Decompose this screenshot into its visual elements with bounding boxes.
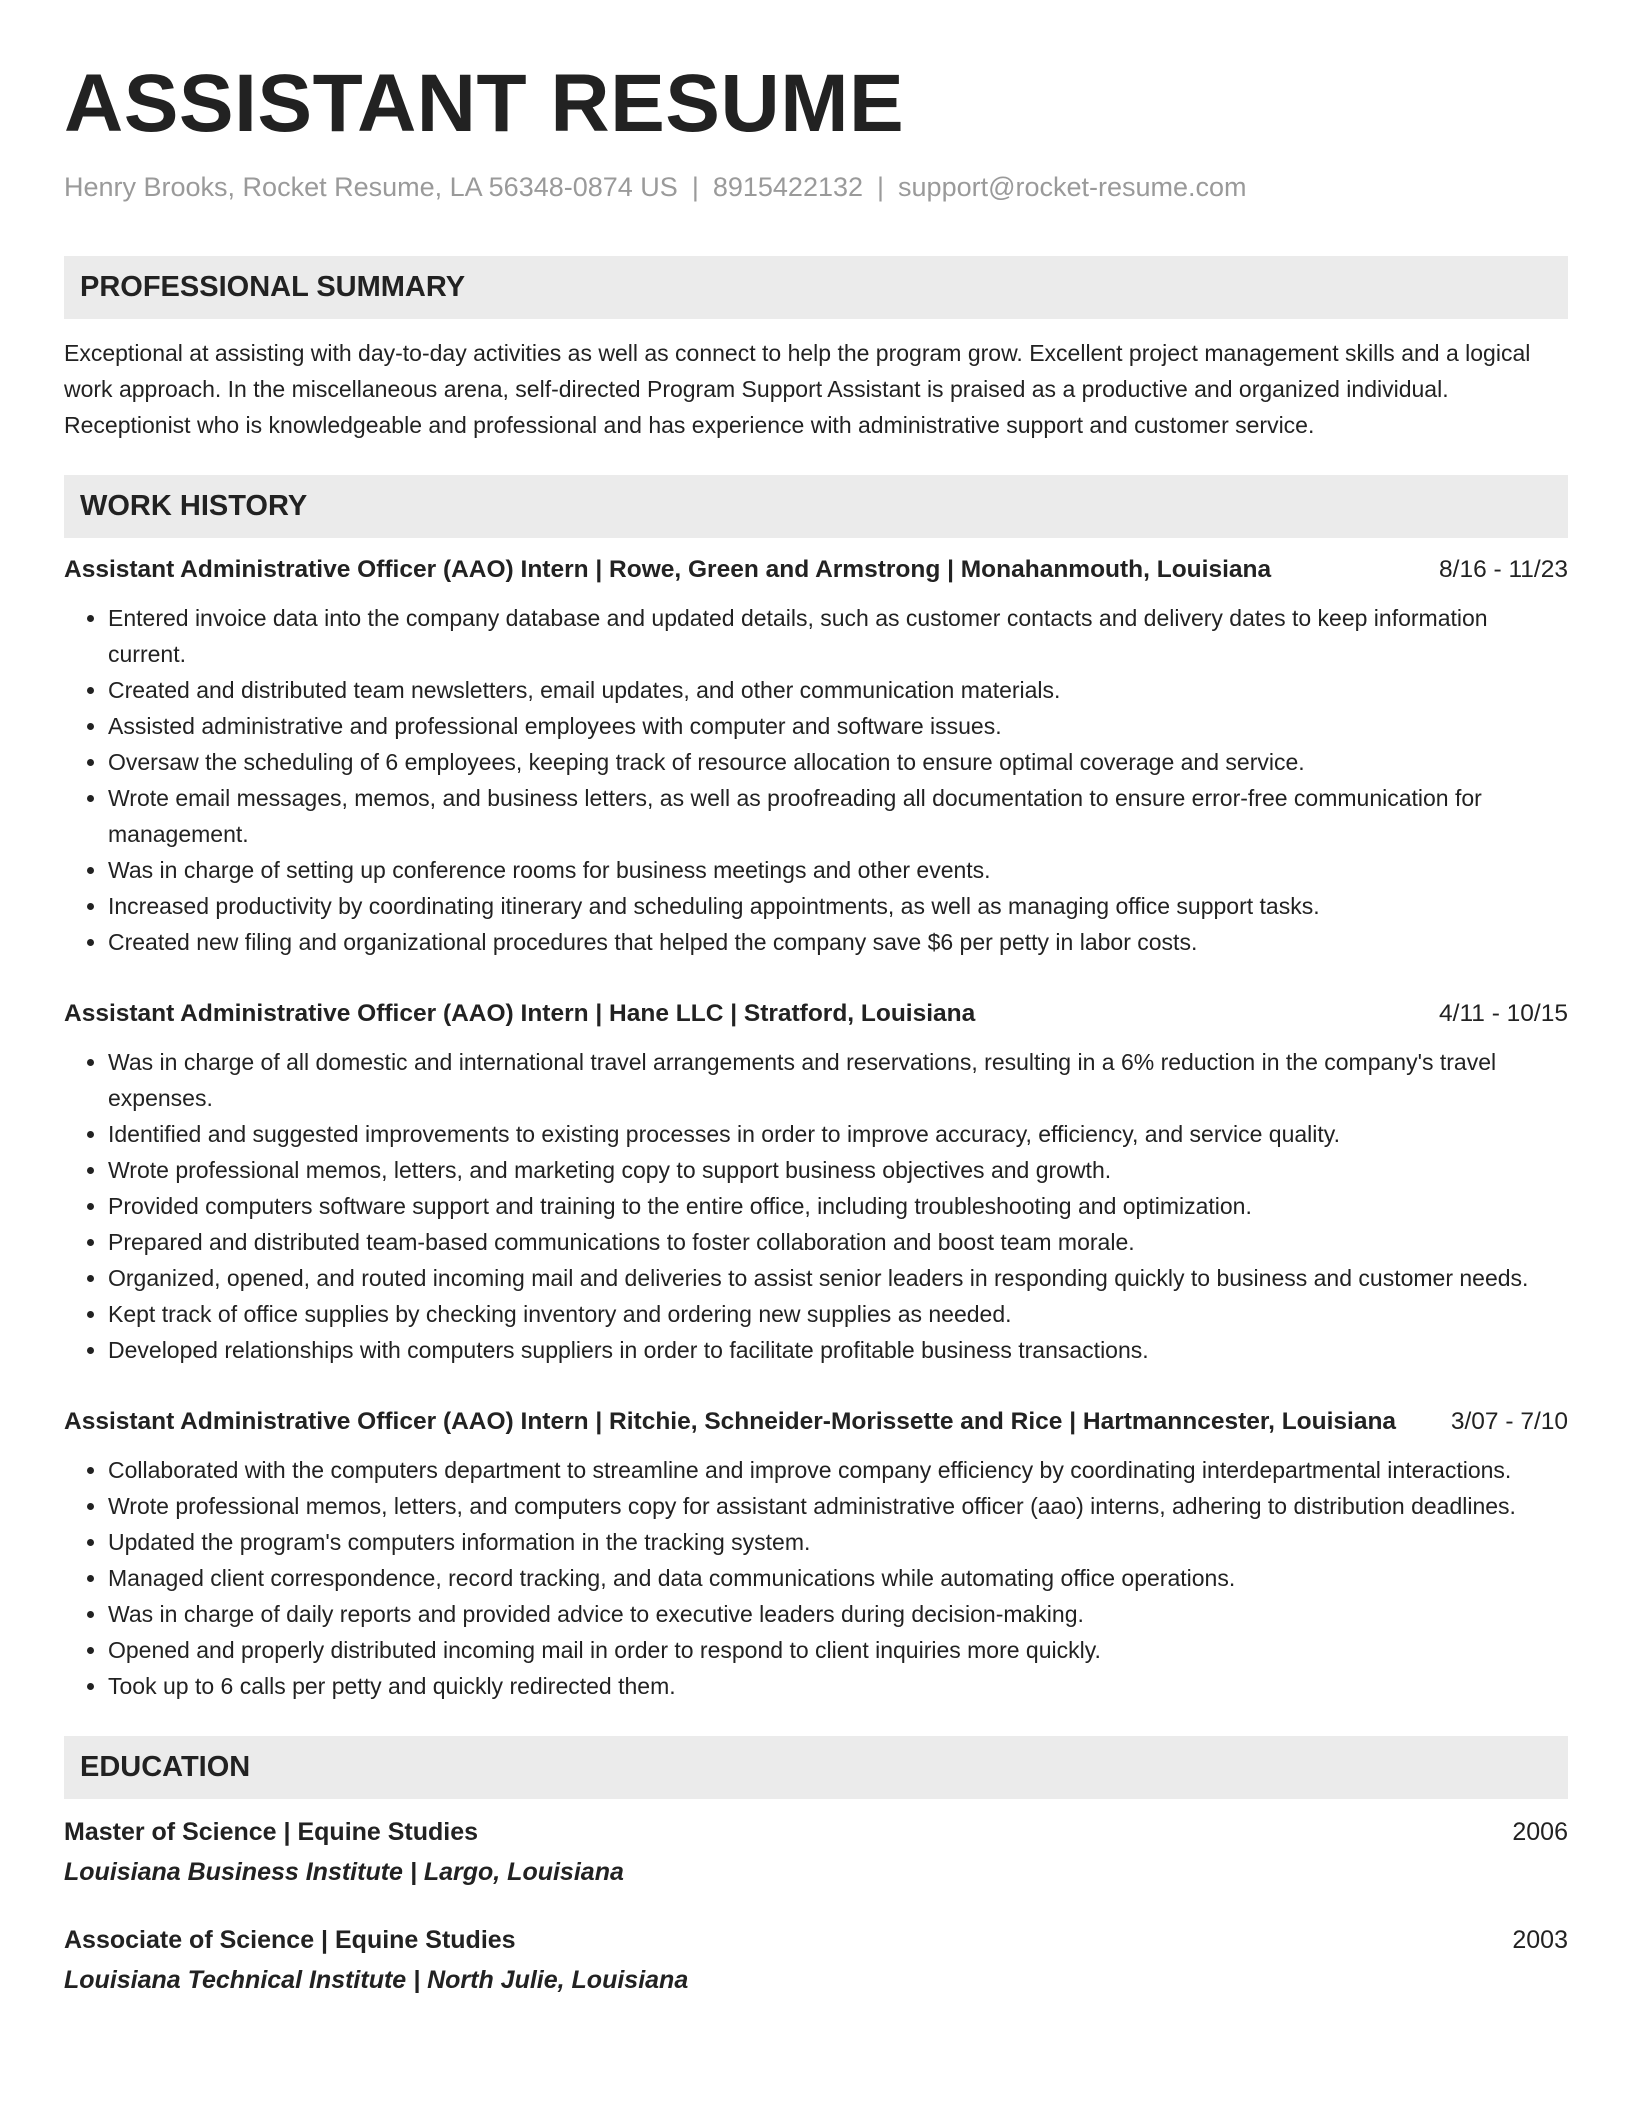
education-school: Louisiana Technical Institute | North Julie, Louisiana bbox=[64, 1966, 689, 1994]
education-header bbox=[64, 1923, 1568, 1957]
job-title: Assistant Administrative Officer (AAO) Intern | Ritchie, Schneider-Morissette and Rice | Hartmanncester, Louisiana bbox=[64, 1408, 1397, 1435]
job-bullet: • Opened and properly distributed incoming mail in order to respond to client inquiries more quickly. bbox=[108, 1632, 1568, 1668]
resume-title: ASSISTANT RESUME bbox=[64, 58, 905, 149]
job-bullet: • Wrote professional memos, letters, and computers copy for assistant administrative officer (aao) interns, adhering to distribution deadlines. bbox=[108, 1488, 1568, 1524]
contact-separator: | bbox=[877, 172, 885, 202]
job-bullet: • Identified and suggested improvements to existing processes in order to improve accuracy, efficiency, and service quality. bbox=[108, 1116, 1568, 1152]
education-year: 2006 bbox=[1512, 1818, 1568, 1846]
job-dates: 8/16 - 11/23 bbox=[1439, 556, 1568, 583]
job-bullets bbox=[64, 1452, 1568, 1704]
job-bullet: • Assisted administrative and professional employees with computer and software issues. bbox=[108, 708, 1568, 744]
job-title: Assistant Administrative Officer (AAO) Intern | Hane LLC | Stratford, Louisiana bbox=[64, 1000, 976, 1027]
job-bullet: • Wrote email messages, memos, and business letters, as well as proofreading all documentation to ensure error-free communication for management. bbox=[108, 780, 1568, 852]
job-bullet: • Developed relationships with computers suppliers in order to facilitate profitable business transactions. bbox=[108, 1332, 1568, 1368]
job-bullet: • Wrote professional memos, letters, and marketing copy to support business objectives and growth. bbox=[108, 1152, 1568, 1188]
education-school: Louisiana Business Institute | Largo, Louisiana bbox=[64, 1858, 624, 1886]
summary-text: Exceptional at assisting with day-to-day activities as well as connect to help the program grow. Excellent project management skills and a logical work approach. In the miscellaneous arena, self-directed Program Support Assistant is praised as a productive and organized individual. Receptionist who is knowledgeable and professional and has experience with administrative support and customer service. bbox=[64, 340, 1531, 438]
job-entry bbox=[64, 1406, 1568, 1704]
contact-separator: | bbox=[691, 172, 699, 202]
job-bullet: • Updated the program's computers information in the tracking system. bbox=[108, 1524, 1568, 1560]
job-entry bbox=[64, 998, 1568, 1368]
contact-line bbox=[64, 170, 1568, 204]
job-bullets bbox=[64, 1044, 1568, 1368]
job-bullet: • Was in charge of all domestic and international travel arrangements and reservations, resulting in a 6% reduction in the company's travel expenses. bbox=[108, 1044, 1568, 1116]
job-bullet: • Created and distributed team newsletters, email updates, and other communication materials. bbox=[108, 672, 1568, 708]
job-bullet: • Created new filing and organizational procedures that helped the company save $6 per petty in labor costs. bbox=[108, 924, 1568, 960]
education-entry bbox=[64, 1815, 1568, 1889]
contact-email[interactable]: support@rocket-resume.com bbox=[898, 172, 1247, 202]
job-bullet: • Was in charge of daily reports and provided advice to executive leaders during decision-making. bbox=[108, 1596, 1568, 1632]
education-header bbox=[64, 1815, 1568, 1849]
job-header bbox=[64, 554, 1568, 586]
job-bullet: • Provided computers software support and training to the entire office, including troubleshooting and optimization. bbox=[108, 1188, 1568, 1224]
work-history-section bbox=[64, 475, 1568, 1704]
job-header bbox=[64, 1406, 1568, 1438]
job-bullet: • Entered invoice data into the company database and updated details, such as customer contacts and delivery dates to keep information current. bbox=[108, 600, 1568, 672]
education-degree: Master of Science | Equine Studies bbox=[64, 1818, 479, 1846]
education-section bbox=[64, 1736, 1568, 1997]
section-heading-summary: PROFESSIONAL SUMMARY bbox=[64, 256, 1568, 319]
job-bullet: • Oversaw the scheduling of 6 employees, keeping track of resource allocation to ensure optimal coverage and service. bbox=[108, 744, 1568, 780]
education-degree: Associate of Science | Equine Studies bbox=[64, 1926, 516, 1954]
job-dates: 3/07 - 7/10 bbox=[1450, 1408, 1568, 1435]
job-dates: 4/11 - 10/15 bbox=[1439, 1000, 1568, 1027]
job-bullets bbox=[64, 600, 1568, 960]
job-bullet: • Took up to 6 calls per petty and quickly redirected them. bbox=[108, 1668, 1568, 1704]
education-entry bbox=[64, 1923, 1568, 1997]
job-bullet: • Kept track of office supplies by checking inventory and ordering new supplies as needed. bbox=[108, 1296, 1568, 1332]
job-bullet: • Increased productivity by coordinating itinerary and scheduling appointments, as well as managing office support tasks. bbox=[108, 888, 1568, 924]
job-bullet: • Was in charge of setting up conference rooms for business meetings and other events. bbox=[108, 852, 1568, 888]
resume-page bbox=[64, 58, 1568, 1997]
job-bullet: • Prepared and distributed team-based communications to foster collaboration and boost team morale. bbox=[108, 1224, 1568, 1260]
job-bullet: • Collaborated with the computers department to streamline and improve company efficiency by coordinating interdepartmental interactions. bbox=[108, 1452, 1568, 1488]
job-header bbox=[64, 998, 1568, 1030]
job-title: Assistant Administrative Officer (AAO) Intern | Rowe, Green and Armstrong | Monahanmouth, Louisiana bbox=[64, 556, 1272, 583]
contact-phone: 8915422132 bbox=[712, 172, 864, 202]
contact-address: Henry Brooks, Rocket Resume, LA 56348-0874 US bbox=[64, 172, 678, 202]
job-bullet: • Managed client correspondence, record tracking, and data communications while automating office operations. bbox=[108, 1560, 1568, 1596]
job-bullet: • Organized, opened, and routed incoming mail and deliveries to assist senior leaders in responding quickly to business and customer needs. bbox=[108, 1260, 1568, 1296]
education-year: 2003 bbox=[1512, 1926, 1568, 1954]
section-heading-work: WORK HISTORY bbox=[64, 475, 1568, 538]
section-heading-education: EDUCATION bbox=[64, 1736, 1568, 1799]
job-entry bbox=[64, 554, 1568, 960]
professional-summary-section bbox=[64, 256, 1568, 443]
